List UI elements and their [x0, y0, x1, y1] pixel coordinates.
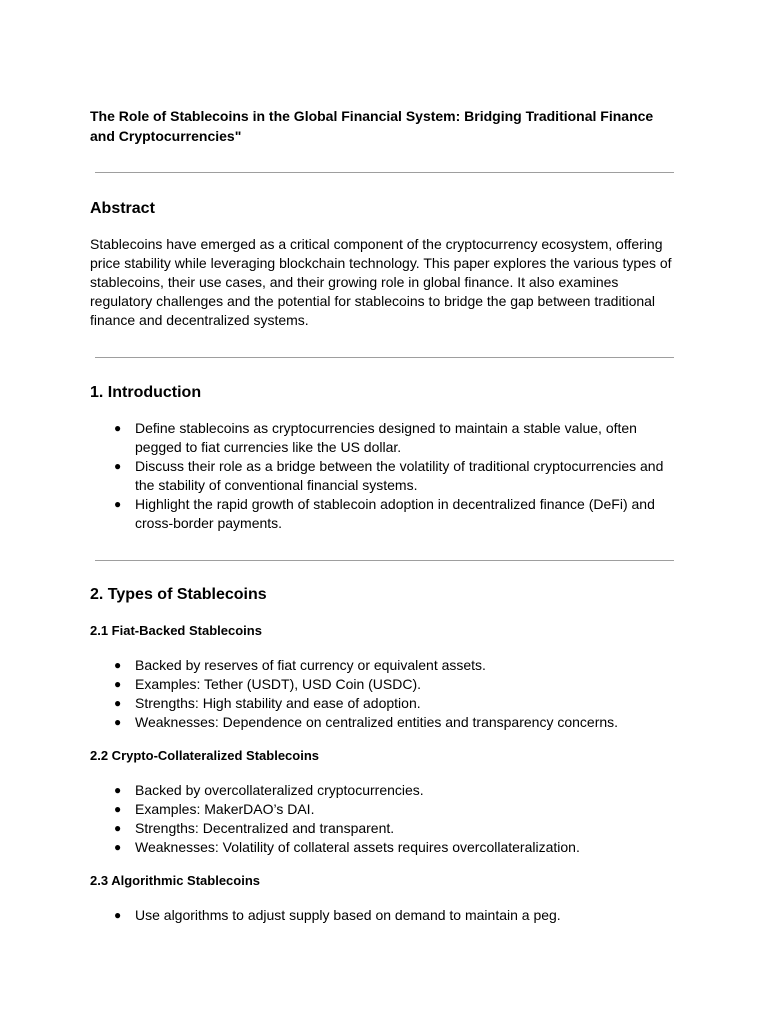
list-item [90, 675, 680, 694]
introduction-list [90, 419, 680, 533]
bullet-icon: ● [114, 821, 122, 835]
list-item [90, 457, 680, 495]
crypto-collateralized-list [90, 781, 680, 857]
list-item [90, 495, 680, 533]
list-item-text: Discuss their role as a bridge between the volatility of traditional cryptocurrencies and the stability of conventional financial systems. [135, 458, 664, 493]
list-item-text: Strengths: High stability and ease of adoption. [135, 695, 421, 711]
bullet-icon: ● [114, 497, 122, 511]
bullet-icon: ● [114, 908, 122, 922]
list-item [90, 800, 680, 819]
list-item [90, 694, 680, 713]
subsection-heading: 2.3 Algorithmic Stablecoins [90, 873, 261, 888]
list-item-text: Strengths: Decentralized and transparent. [135, 820, 395, 836]
list-item-text: Highlight the rapid growth of stablecoin adoption in decentralized finance (DeFi) and cross-border payments. [135, 496, 655, 531]
list-item [90, 819, 680, 838]
list-item [90, 713, 680, 732]
list-item-text: Examples: Tether (USDT), USD Coin (USDC). [135, 676, 422, 692]
bullet-icon: ● [114, 658, 122, 672]
abstract-text: Stablecoins have emerged as a critical component of the cryptocurrency ecosystem, offering price stability while leveraging blockchain technology. This paper explores the various types of stablecoins, their use cases, and their growing role in global finance. It also examines regulatory challenges and the potential for stablecoins to bridge the gap between traditional finance and decentralized systems. [90, 236, 672, 328]
abstract-heading: Abstract [90, 200, 155, 217]
document-title: The Role of Stablecoins in the Global Financial System: Bridging Traditional Finance and Cryptocurrencies" [90, 108, 654, 144]
bullet-icon: ● [114, 696, 122, 710]
bullet-icon: ● [114, 421, 122, 435]
introduction-heading: 1. Introduction [90, 384, 202, 401]
subsection-heading: 2.1 Fiat-Backed Stablecoins [90, 623, 262, 638]
bullet-icon: ● [114, 677, 122, 691]
list-item-text: Examples: MakerDAO’s DAI. [135, 801, 315, 817]
list-item-text: Use algorithms to adjust supply based on demand to maintain a peg. [135, 907, 561, 923]
bullet-icon: ● [114, 802, 122, 816]
list-item-text: Backed by reserves of fiat currency or equivalent assets. [135, 657, 486, 673]
subsection-heading: 2.2 Crypto-Collateralized Stablecoins [90, 748, 320, 763]
bullet-icon: ● [114, 783, 122, 797]
section-divider [95, 560, 674, 561]
section-divider [95, 357, 674, 358]
types-heading: 2. Types of Stablecoins [90, 586, 267, 603]
bullet-icon: ● [114, 840, 122, 854]
list-item [90, 419, 680, 457]
list-item [90, 906, 680, 925]
list-item [90, 656, 680, 675]
bullet-icon: ● [114, 459, 122, 473]
list-item-text: Define stablecoins as cryptocurrencies designed to maintain a stable value, often pegged to fiat currencies like the US dollar. [135, 420, 637, 455]
list-item-text: Weaknesses: Dependence on centralized entities and transparency concerns. [135, 714, 619, 730]
algorithmic-list [90, 906, 680, 925]
list-item [90, 838, 680, 857]
list-item-text: Backed by overcollateralized cryptocurrencies. [135, 782, 424, 798]
fiat-backed-list [90, 656, 680, 732]
section-divider [95, 172, 674, 173]
list-item [90, 781, 680, 800]
bullet-icon: ● [114, 715, 122, 729]
list-item-text: Weaknesses: Volatility of collateral assets requires overcollateralization. [135, 839, 580, 855]
